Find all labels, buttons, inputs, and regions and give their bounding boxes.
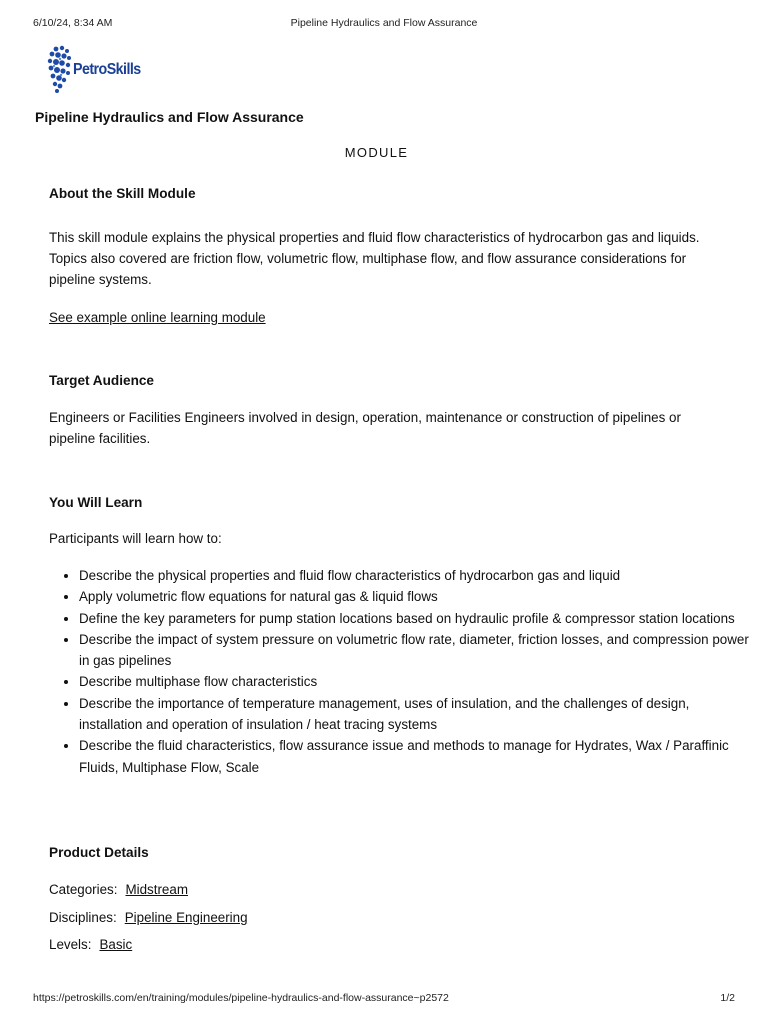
learn-intro: Participants will learn how to:	[49, 531, 222, 546]
categories-row	[49, 880, 188, 900]
categories-link[interactable]: Midstream	[125, 882, 188, 897]
logo-dots-icon	[47, 45, 73, 95]
print-datetime: 6/10/24, 8:34 AM	[33, 17, 113, 29]
disciplines-link[interactable]: Pipeline Engineering	[124, 910, 248, 925]
list-item: • Describe the impact of system pressure on volumetric flow rate, diameter, friction losses, and compression power in gas pipelines	[79, 629, 751, 672]
print-header	[33, 17, 735, 31]
disciplines-row	[49, 908, 248, 928]
print-footer	[33, 992, 735, 1006]
disciplines-label: Disciplines:	[49, 910, 117, 925]
page-number: 1/2	[720, 992, 735, 1004]
page-title: Pipeline Hydraulics and Flow Assurance	[35, 109, 304, 125]
list-item: • Describe the fluid characteristics, flow assurance issue and methods to manage for Hydrates, Wax / Paraffinic Fluids, Multiphase Flow, Scale	[79, 735, 751, 778]
list-item: • Apply volumetric flow equations for natural gas & liquid flows	[79, 586, 751, 607]
logo-text: PetroSkills	[73, 61, 141, 78]
list-item: • Describe the physical properties and fluid flow characteristics of hydrocarbon gas and liquid	[79, 565, 751, 586]
list-item: • Describe the importance of temperature management, uses of insulation, and the challenges of design, installation and operation of insulation / heat tracing systems	[79, 693, 751, 736]
list-item: • Define the key parameters for pump station locations based on hydraulic profile & compressor station locations	[79, 608, 751, 629]
levels-row	[49, 935, 132, 955]
levels-label: Levels:	[49, 937, 92, 952]
example-module-link[interactable]: See example online learning module	[49, 310, 266, 325]
audience-body: Engineers or Facilities Engineers involved in design, operation, maintenance or construction of pipelines or pipeline facilities.	[49, 410, 681, 446]
about-body: This skill module explains the physical properties and fluid flow characteristics of hydrocarbon gas and liquids. Topics also covered are friction flow, volumetric flow, multiphase flow, and flow assurance considerations for pipeline systems.	[49, 230, 700, 287]
list-item: • Describe multiphase flow characteristics	[79, 671, 751, 692]
print-doc-title: Pipeline Hydraulics and Flow Assurance	[290, 17, 478, 29]
print-url: https://petroskills.com/en/training/modules/pipeline-hydraulics-and-flow-assurance~p2572	[33, 992, 449, 1004]
petroskills-logo[interactable]	[47, 45, 157, 95]
audience-section-title: Target Audience	[49, 373, 154, 388]
example-module-link-row	[49, 307, 729, 328]
about-section-title: About the Skill Module	[49, 186, 196, 201]
module-type-label: MODULE	[344, 145, 409, 160]
levels-link[interactable]: Basic	[99, 937, 133, 952]
learn-list	[49, 565, 751, 778]
product-details-title: Product Details	[49, 845, 149, 860]
categories-label: Categories:	[49, 882, 118, 897]
learn-section-title: You Will Learn	[49, 495, 143, 510]
